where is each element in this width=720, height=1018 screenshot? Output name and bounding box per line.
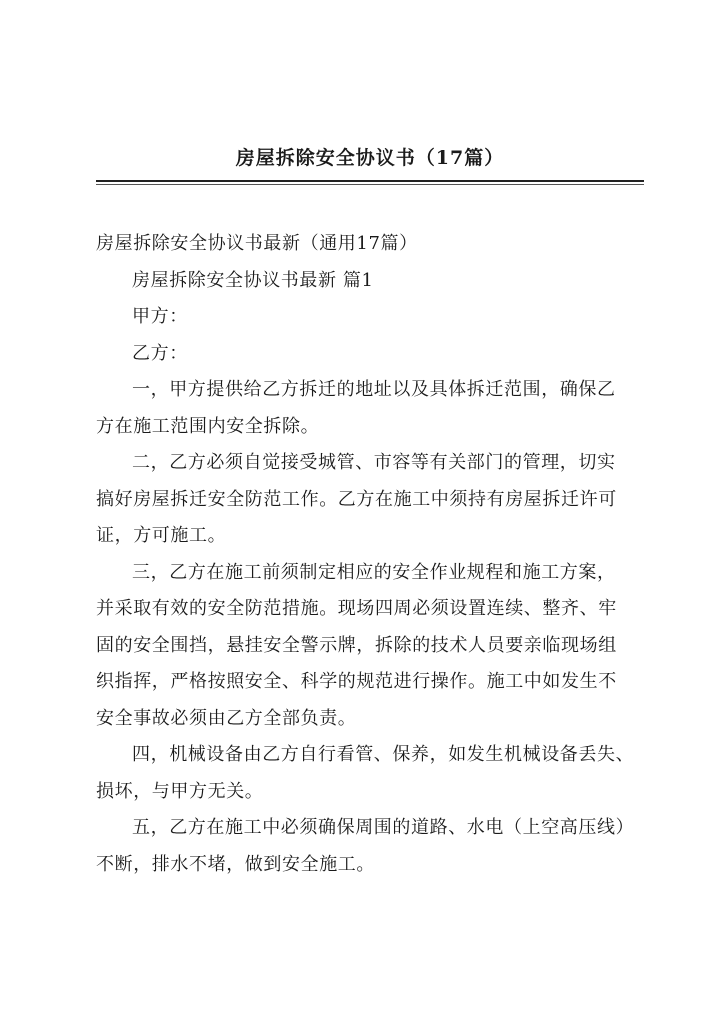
clause-line: 三，乙方在施工前须制定相应的安全作业规程和施工方案， bbox=[132, 561, 616, 583]
clause-4 bbox=[96, 737, 648, 810]
party-b-label: 乙方： bbox=[132, 342, 188, 364]
clause-line: 固的安全围挡，悬挂安全警示牌，拆除的技术人员要亲临现场组 bbox=[96, 634, 617, 656]
title-divider-thin bbox=[96, 184, 644, 185]
clause-line: 织指挥，严格按照安全、科学的规范进行操作。施工中如发生不 bbox=[96, 671, 617, 692]
title-divider bbox=[96, 180, 644, 182]
clause-line: 四，机械设备由乙方自行看管、保养，如发生机械设备丢失、 bbox=[132, 744, 635, 765]
clause-line: 方在施工范围内安全拆除。 bbox=[96, 415, 320, 437]
document-body bbox=[96, 226, 648, 883]
document-subtitle: 房屋拆除安全协议书最新（通用17篇） bbox=[96, 233, 418, 254]
clause-1 bbox=[96, 372, 648, 445]
party-a-label: 甲方： bbox=[132, 306, 188, 327]
clause-3 bbox=[96, 555, 648, 738]
clause-5 bbox=[96, 810, 648, 883]
section-heading: 房屋拆除安全协议书最新 篇1 bbox=[132, 269, 374, 291]
clause-line: 不断，排水不堵，做到安全施工。 bbox=[96, 853, 375, 875]
clause-line: 证，方可施工。 bbox=[96, 525, 227, 546]
clause-2 bbox=[96, 445, 648, 555]
clause-line: 一，甲方提供给乙方拆迁的地址以及具体拆迁范围，确保乙 bbox=[132, 379, 616, 400]
clause-line: 安全事故必须由乙方全部负责。 bbox=[96, 707, 357, 729]
clause-line: 搞好房屋拆迁安全防范工作。乙方在施工中须持有房屋拆迁许可 bbox=[96, 488, 617, 510]
clause-line: 五，乙方在施工中必须确保周围的道路、水电（上空高压线） bbox=[132, 817, 635, 838]
clause-line: 二，乙方必须自觉接受城管、市容等有关部门的管理，切实 bbox=[132, 452, 616, 473]
clause-line: 并采取有效的安全防范措施。现场四周必须设置连续、整齐、牢 bbox=[96, 598, 617, 619]
document-title: 房屋拆除安全协议书（17篇） bbox=[235, 147, 505, 169]
clause-line: 损坏，与甲方无关。 bbox=[96, 780, 264, 802]
